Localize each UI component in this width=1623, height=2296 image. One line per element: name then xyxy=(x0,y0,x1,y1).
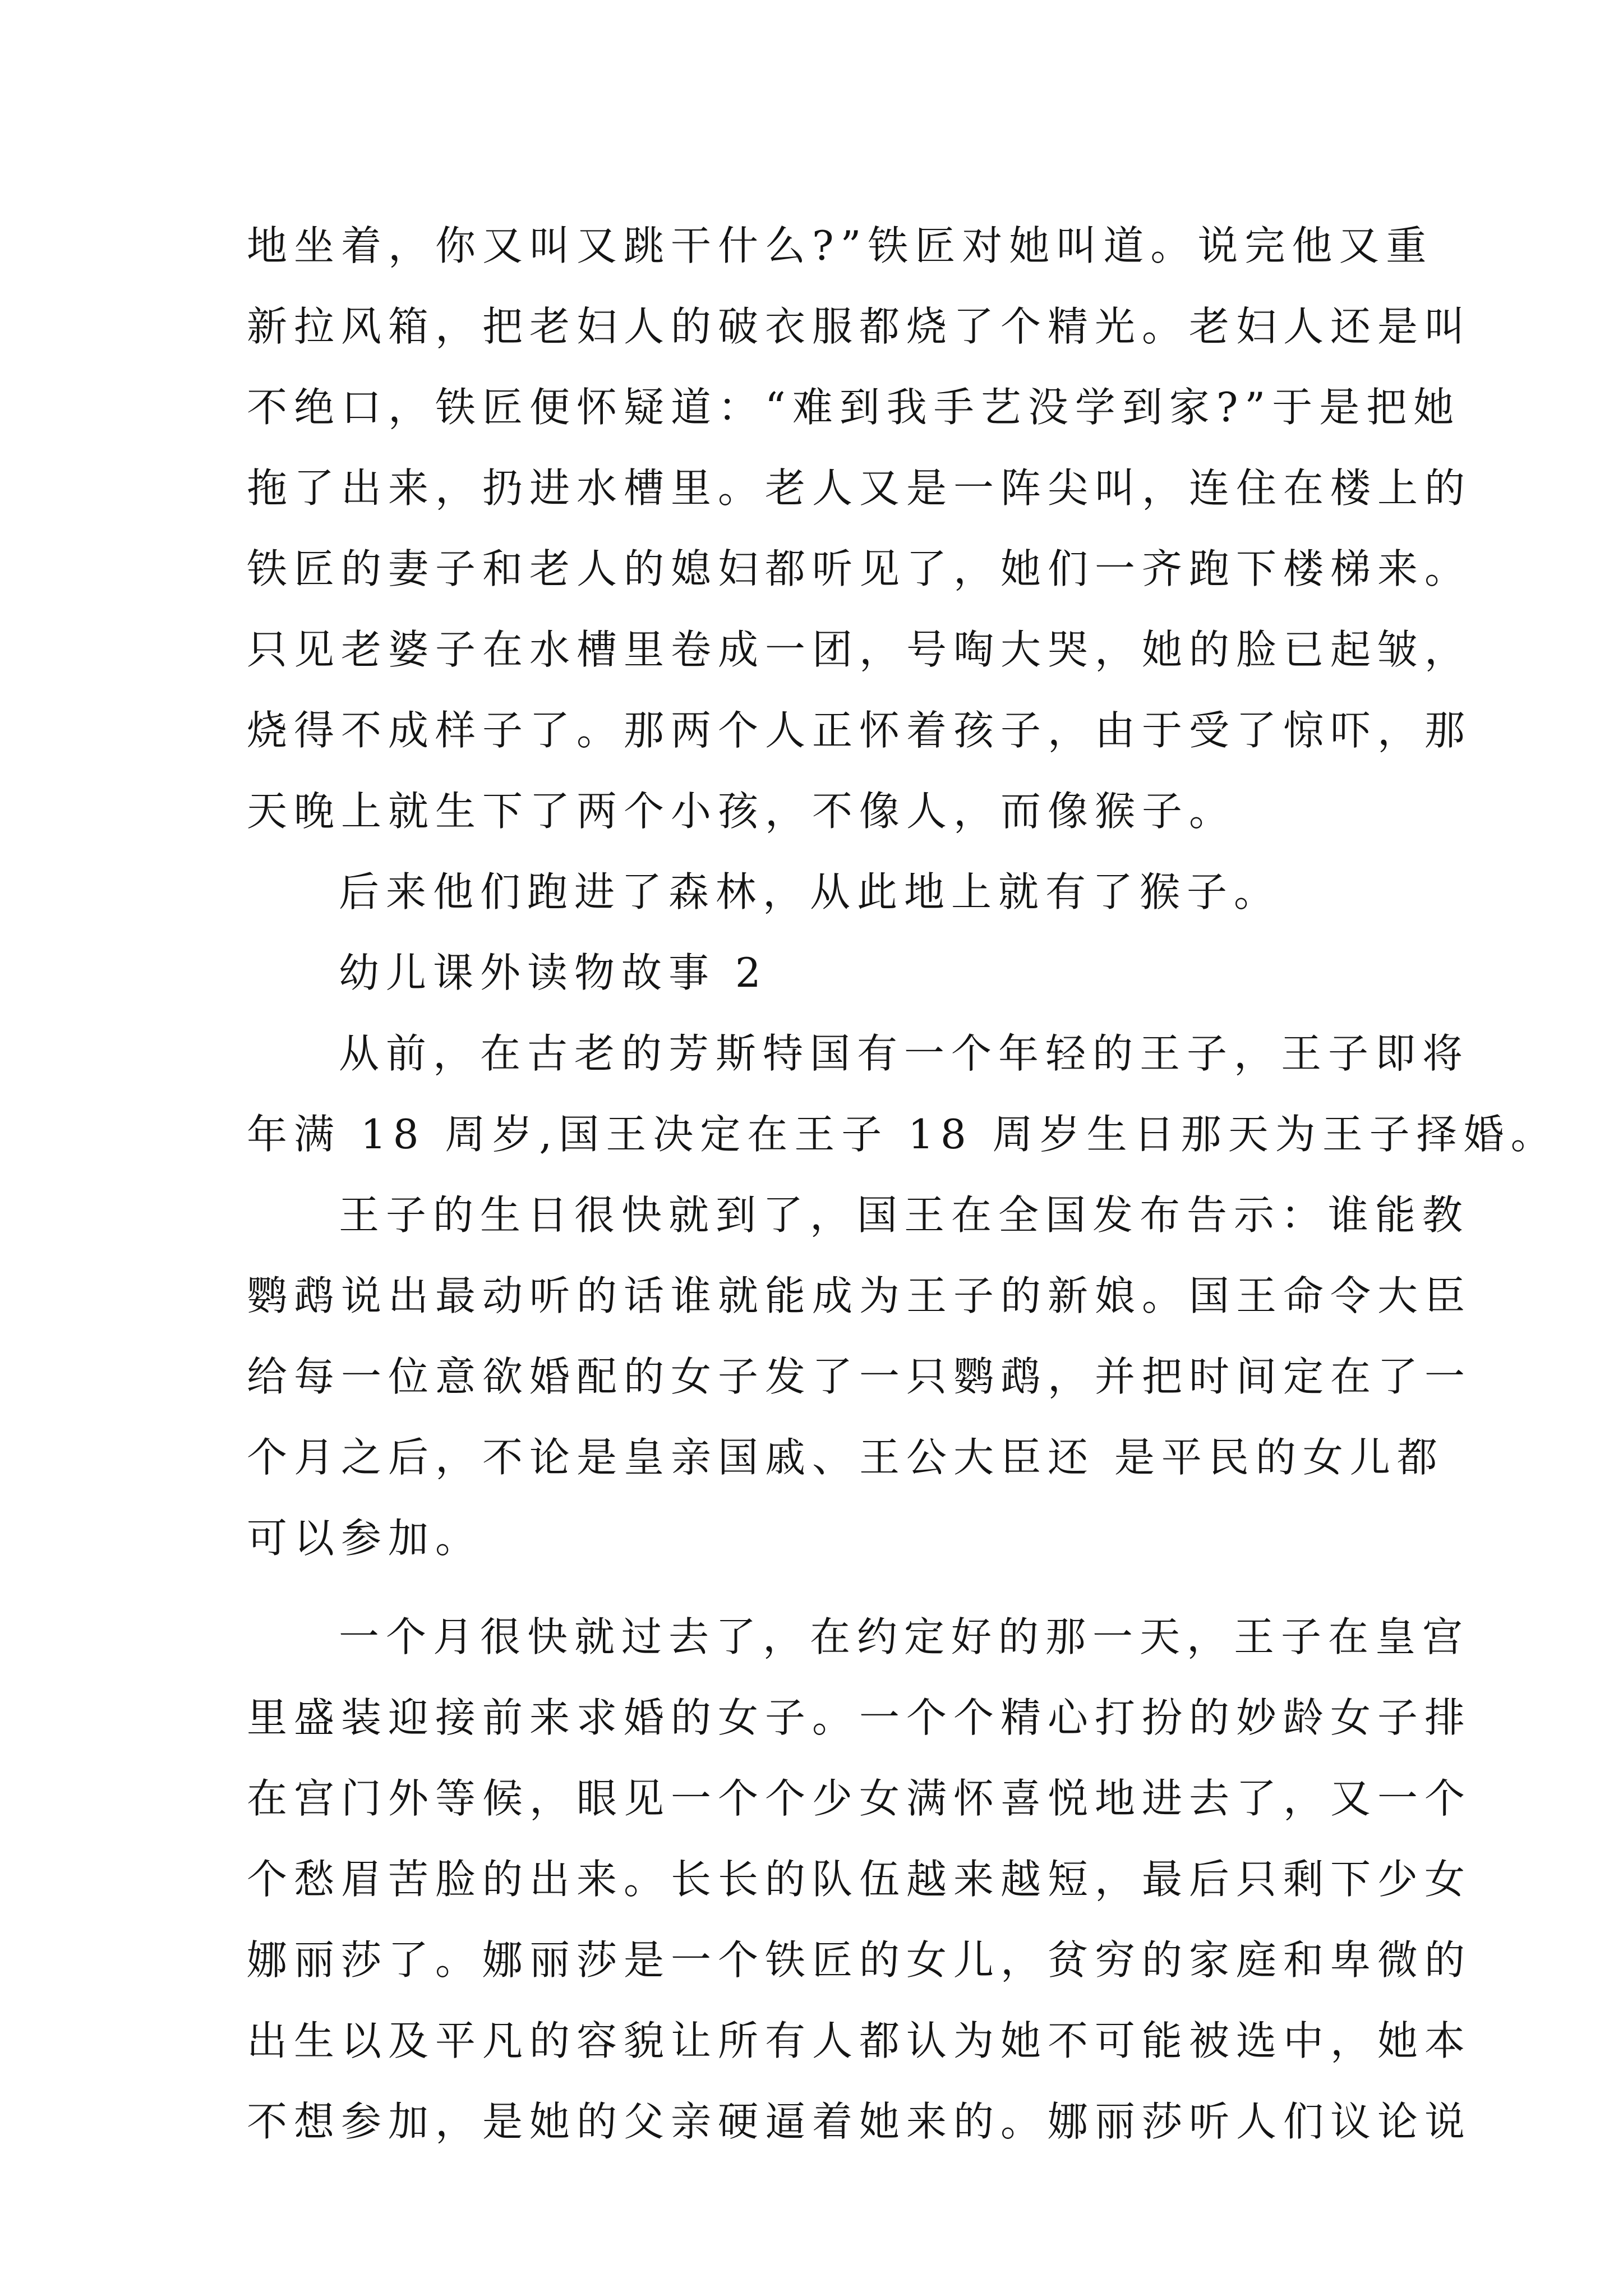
text-line: 在宫门外等候，眼见一个个少女满怀喜悦地进去了，又一个 xyxy=(247,1775,1472,1822)
text-line: 从前，在古老的芳斯特国有一个年轻的王子，王子即将 xyxy=(339,1030,1470,1077)
text-line: 鹦鹉说出最动听的话谁就能成为王子的新娘。国王命令大臣 xyxy=(247,1272,1472,1319)
text-line: 年满 18 周岁,国王决定在王子 18 周岁生日那天为王子择婚。 xyxy=(247,1111,1558,1158)
text-line: 烧得不成样子了。那两个人正怀着孩子，由于受了惊吓，那 xyxy=(247,707,1472,754)
text-line: 后来他们跑进了森林，从此地上就有了猴子。 xyxy=(339,868,1281,915)
text-line: 地坐着，你又叫又跳干什么?”铁匠对她叫道。说完他又重 xyxy=(247,222,1433,269)
section-heading: 幼儿课外读物故事 2 xyxy=(339,949,768,996)
text-line: 拖了出来，扔进水槽里。老人又是一阵尖叫，连住在楼上的 xyxy=(247,464,1472,512)
text-line: 铁匠的妻子和老人的媳妇都听见了，她们一齐跑下楼梯来。 xyxy=(247,545,1472,592)
text-line: 给每一位意欲婚配的女子发了一只鹦鹉，并把时间定在了一 xyxy=(247,1353,1472,1400)
text-line: 一个月很快就过去了，在约定好的那一天，王子在皇宫 xyxy=(339,1613,1470,1660)
text-line: 娜丽莎了。娜丽莎是一个铁匠的女儿，贫穷的家庭和卑微的 xyxy=(247,1936,1472,1984)
text-line: 出生以及平凡的容貌让所有人都认为她不可能被选中，她本 xyxy=(247,2017,1472,2064)
text-line: 新拉风箱，把老妇人的破衣服都烧了个精光。老妇人还是叫 xyxy=(247,303,1472,350)
text-line: 天晚上就生下了两个小孩，不像人，而像猴子。 xyxy=(247,788,1237,835)
text-line: 不想参加，是她的父亲硬逼着她来的。娜丽莎听人们议论说 xyxy=(247,2098,1472,2145)
text-line: 王子的生日很快就到了，国王在全国发布告示：谁能教 xyxy=(339,1191,1470,1239)
text-line: 可以参加。 xyxy=(247,1515,483,1562)
text-line: 个月之后，不论是皇亲国戚、王公大臣还 是平民的女儿都 xyxy=(247,1434,1444,1481)
text-line: 里盛装迎接前来求婚的女子。一个个精心打扮的妙龄女子排 xyxy=(247,1694,1472,1741)
text-line: 不绝口，铁匠便怀疑道：“难到我手艺没学到家?”于是把她 xyxy=(247,384,1461,431)
text-line: 个愁眉苦脸的出来。长长的队伍越来越短，最后只剩下少女 xyxy=(247,1856,1472,1903)
text-line: 只见老婆子在水槽里卷成一团，号啕大哭，她的脸已起皱， xyxy=(247,626,1472,673)
